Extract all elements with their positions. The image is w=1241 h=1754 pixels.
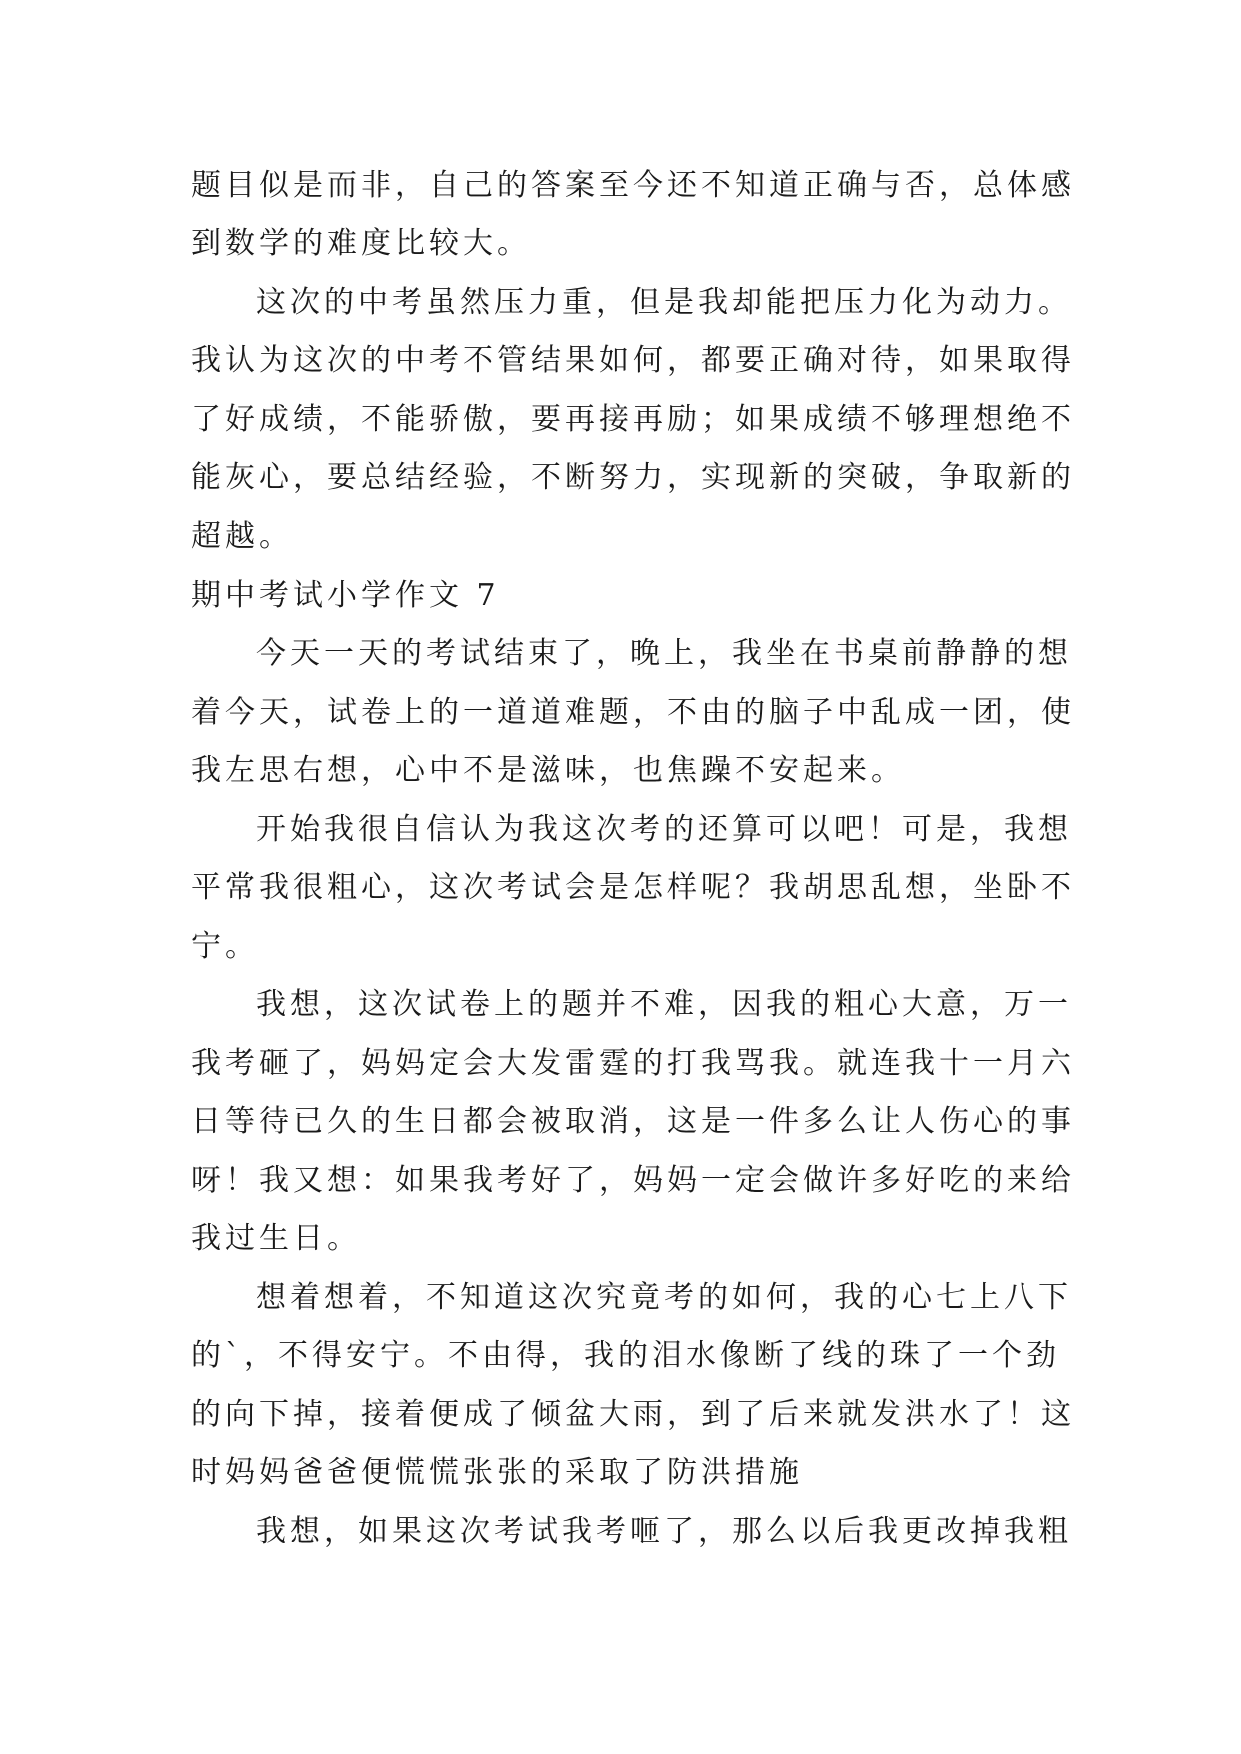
text-line: 日等待已久的生日都会被取消，这是一件多么让人伤心的事 [191,1104,1075,1139]
paragraph-start-line: 我想，如果这次考试我考咂了，那么以后我更改掉我粗 [256,1514,1072,1549]
text-line: 着今天，试卷上的一道道难题，不由的脑子中乱成一团，使 [191,695,1075,730]
paragraph-start-line: 想着想着，不知道这次究竟考的如何，我的心七上八下 [256,1280,1072,1315]
text-line: 的向下掉，接着便成了倾盆大雨，到了后来就发洪水了！这 [191,1397,1075,1432]
text-line: 我左思右想，心中不是滋味，也焦躁不安起来。 [191,753,905,788]
text-line: 我过生日。 [191,1221,361,1256]
paragraph-start-line: 开始我很自信认为我这次考的还算可以吧！可是，我想 [256,812,1072,847]
text-line: 超越。 [191,519,293,554]
text-line: 到数学的难度比较大。 [191,226,531,261]
text-line: 呀！我又想：如果我考好了，妈妈一定会做许多好吃的来给 [191,1163,1075,1198]
paragraph-start-line: 我想，这次试卷上的题并不难，因我的粗心大意，万一 [256,987,1072,1022]
text-line: 平常我很粗心，这次考试会是怎样呢？我胡思乱想，坐卧不 [191,870,1075,905]
paragraph-start-line: 今天一天的考试结束了，晚上，我坐在书桌前静静的想 [256,636,1072,671]
paragraph-start-line: 这次的中考虽然压力重，但是我却能把压力化为动力。 [256,285,1072,320]
text-line: 我认为这次的中考不管结果如何，都要正确对待，如果取得 [191,343,1075,378]
text-line: 能灰心，要总结经验，不断努力，实现新的突破，争取新的 [191,460,1075,495]
text-line: 题目似是而非，自己的答案至今还不知道正确与否，总体感 [191,168,1075,203]
text-line: 时妈妈爸爸便慌慌张张的采取了防洪措施 [191,1455,803,1490]
text-line: 了好成绩，不能骄傲，要再接再励；如果成绩不够理想绝不 [191,402,1075,437]
text-line: 的`，不得安宁。不由得，我的泪水像断了线的珠了一个劲 [191,1338,1060,1373]
text-line: 我考砸了，妈妈定会大发雷霆的打我骂我。就连我十一月六 [191,1046,1075,1081]
section-heading: 期中考试小学作文 7 [191,578,500,613]
text-line: 宁。 [191,929,259,964]
